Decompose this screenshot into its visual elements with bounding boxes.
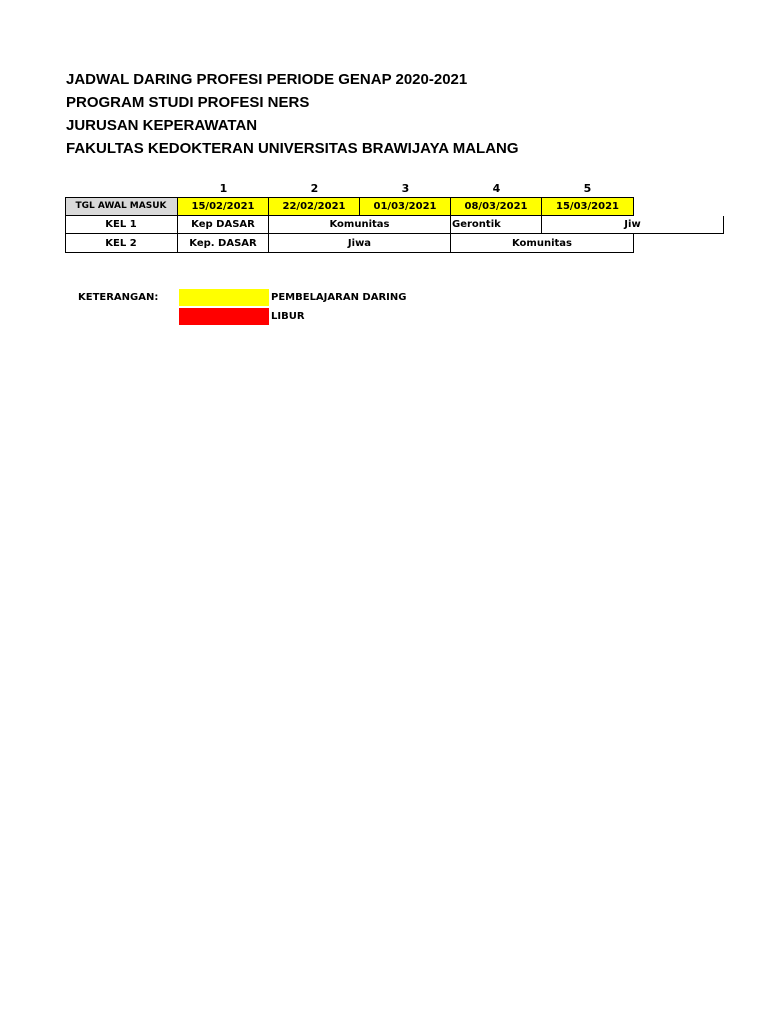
legend-text-online: PEMBELAJARAN DARING bbox=[271, 292, 407, 303]
title-line-3: JURUSAN KEPERAWATAN bbox=[66, 117, 258, 134]
legend-swatch-holiday bbox=[179, 308, 269, 325]
title-line-4: FAKULTAS KEDOKTERAN UNIVERSITAS BRAWIJAYA MALANG bbox=[66, 140, 519, 157]
row-label-kel-2[interactable]: KEL 2 bbox=[65, 234, 178, 253]
document-title-block bbox=[66, 68, 519, 160]
week-number: 4 bbox=[492, 182, 501, 195]
schedule-cell[interactable]: Gerontik bbox=[451, 216, 542, 234]
schedule-cell[interactable]: Komunitas bbox=[269, 216, 451, 234]
row-label-kel-1[interactable]: KEL 1 bbox=[65, 216, 178, 234]
schedule-cell[interactable]: Jiw bbox=[542, 216, 724, 234]
schedule-table bbox=[65, 197, 641, 253]
title-line-2: PROGRAM STUDI PROFESI NERS bbox=[66, 94, 310, 111]
date-cell[interactable]: 22/02/2021 bbox=[269, 197, 360, 216]
week-number: 3 bbox=[401, 182, 410, 195]
legend-text-holiday: LIBUR bbox=[271, 311, 305, 322]
week-number: 5 bbox=[583, 182, 592, 195]
week-number: 1 bbox=[219, 182, 228, 195]
schedule-cell[interactable]: Kep DASAR bbox=[178, 216, 269, 234]
date-cell[interactable]: 15/03/2021 bbox=[542, 197, 634, 216]
schedule-cell[interactable]: Kep. DASAR bbox=[178, 234, 269, 253]
legend-swatch-online bbox=[179, 289, 269, 306]
schedule-cell[interactable]: Komunitas bbox=[451, 234, 634, 253]
header-label-cell[interactable]: TGL AWAL MASUK bbox=[65, 197, 178, 216]
date-cell[interactable]: 08/03/2021 bbox=[451, 197, 542, 216]
week-number-row bbox=[0, 181, 768, 197]
schedule-cell[interactable]: Jiwa bbox=[269, 234, 451, 253]
legend-label: KETERANGAN: bbox=[78, 292, 159, 303]
date-cell[interactable]: 15/02/2021 bbox=[178, 197, 269, 216]
week-number: 2 bbox=[310, 182, 319, 195]
title-line-1: JADWAL DARING PROFESI PERIODE GENAP 2020-2021 bbox=[66, 71, 468, 88]
date-cell[interactable]: 01/03/2021 bbox=[360, 197, 451, 216]
